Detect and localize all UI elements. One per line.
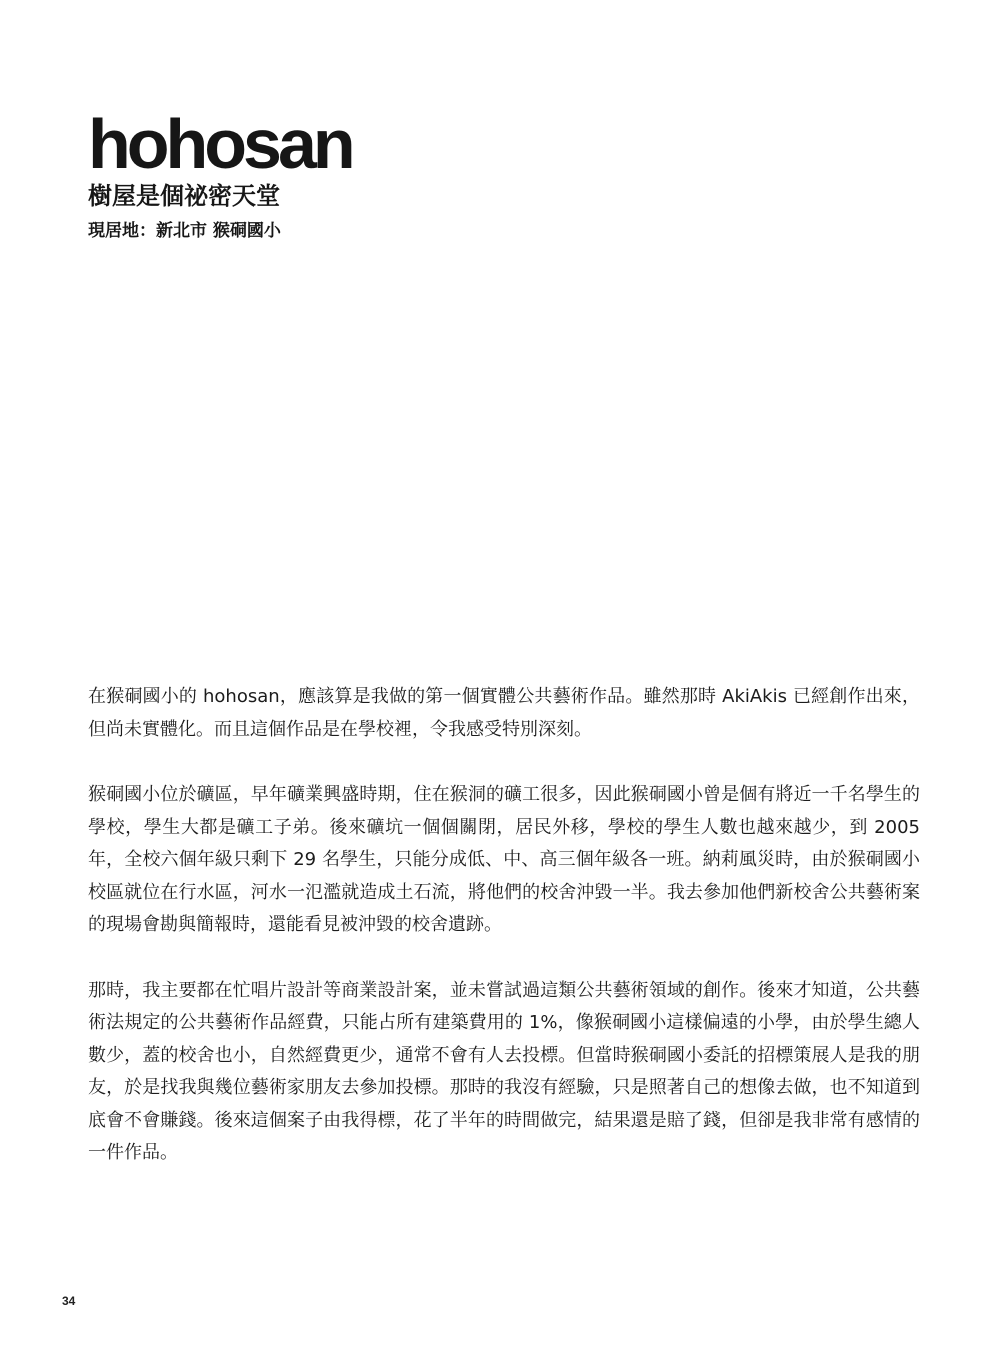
article-body xyxy=(88,681,920,1203)
page-title: hohosan xyxy=(88,105,352,183)
location-line: 現居地：新北市 猴硐國小 xyxy=(88,221,281,241)
paragraph-2: 猴硐國小位於礦區，早年礦業興盛時期，住在猴洞的礦工很多，因此猴硐國小曾是個有將近一千名學生的學校，學生大都是礦工子弟。後來礦坑一個個關閉，居民外移，學校的學生人數也越來越少，到 2005 年，全校六個年級只剩下 29 名學生，只能分成低、中、高三個年級各一班。納莉風災時，由於猴硐國小校區就位在行水區，河水一氾濫就造成土石流，將他們的校舍沖毀一半。我去參加他們新校舍公共藝術案的現場會勘與簡報時，還能看見被沖毀的校舍遺跡。 xyxy=(88,784,920,935)
paragraph-3: 那時，我主要都在忙唱片設計等商業設計案，並未嘗試過這類公共藝術領域的創作。後來才知道，公共藝術法規定的公共藝術作品經費，只能占所有建築費用的 1%，像猴硐國小這樣偏遠的小學，由於學生總人數少，蓋的校舍也小，自然經費更少，通常不會有人去投標。但當時猴硐國小委託的招標策展人是我的朋友，於是找我與幾位藝術家朋友去參加投標。那時的我沒有經驗，只是照著自己的想像去做，也不知道到底會不會賺錢。後來這個案子由我得標，花了半年的時間做完，結果還是賠了錢，但卻是我非常有感情的一件作品。 xyxy=(88,979,920,1163)
page-subtitle: 樹屋是個祕密天堂 xyxy=(88,182,280,210)
page-number: 34 xyxy=(62,1294,76,1308)
article-header xyxy=(88,105,928,244)
paragraph-1: 在猴硐國小的 hohosan，應該算是我做的第一個實體公共藝術作品。雖然那時 AkiAkis 已經創作出來，但尚未實體化。而且這個作品是在學校裡，令我感受特別深刻。 xyxy=(88,686,920,740)
